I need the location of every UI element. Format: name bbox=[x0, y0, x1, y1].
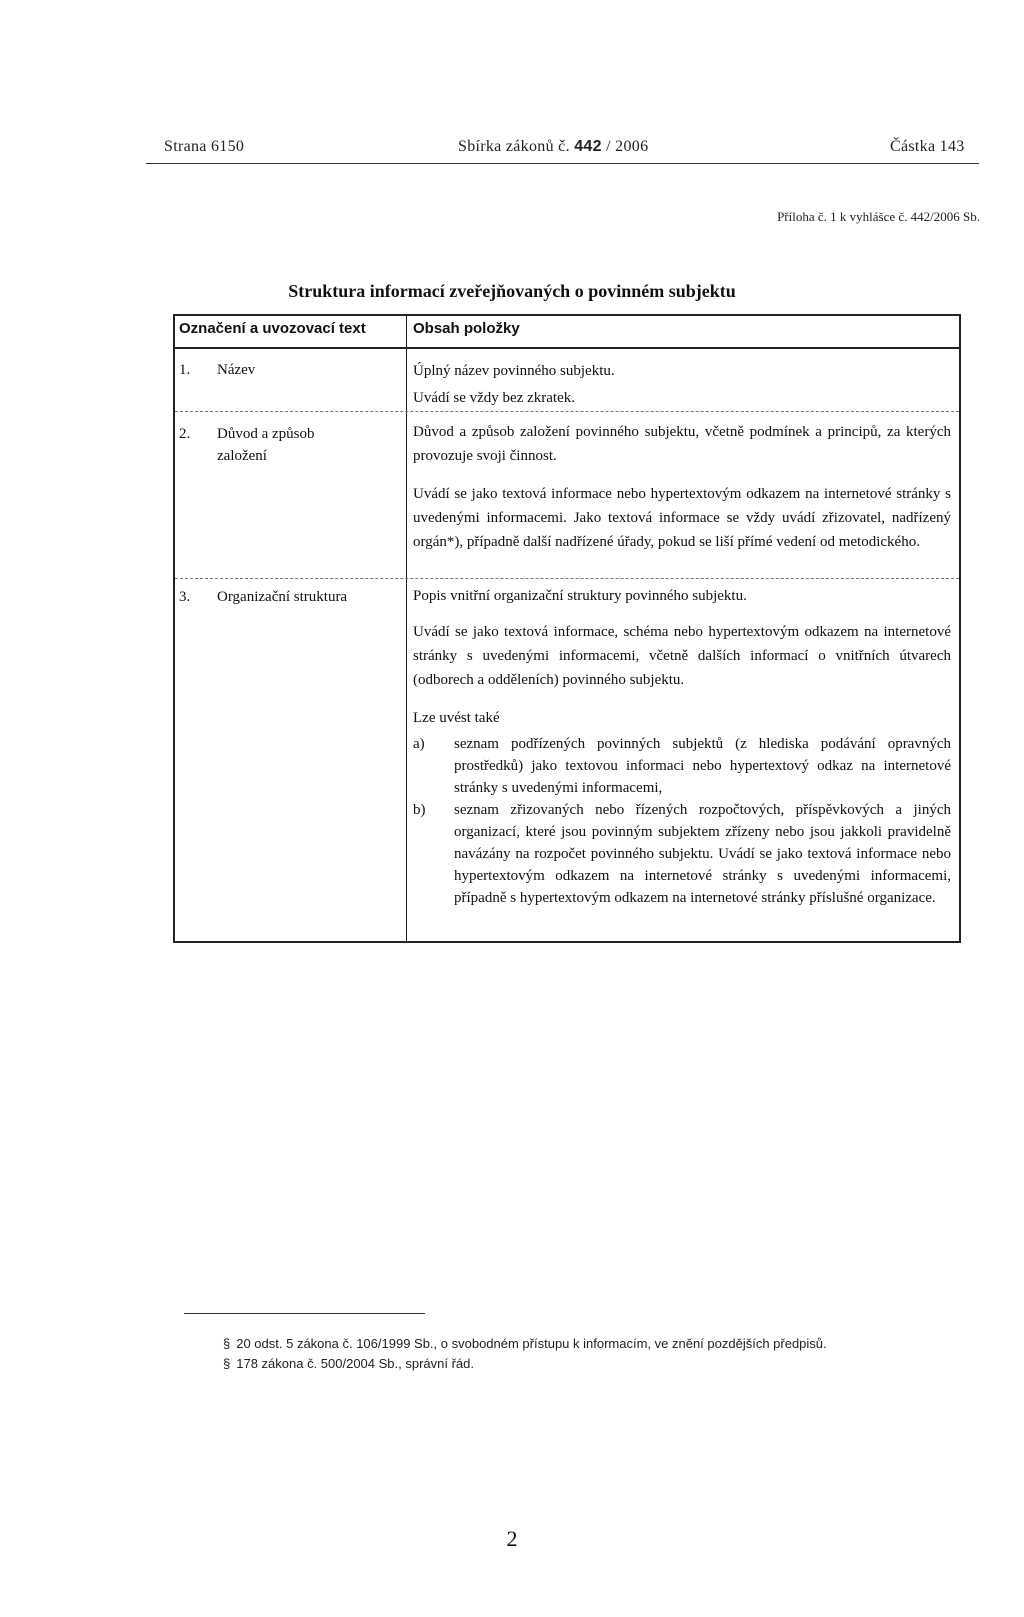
item-text: seznam podřízených povinných subjektů (z hlediska podávání opravných prostředků) jako textovou informaci nebo hypertextový odkaz na internetové stránky s uvedenými informacemi, bbox=[454, 736, 951, 796]
row-paragraph: Uvádí se jako textová informace nebo hypertextovým odkazem na internetové stránky s uvedenými informacemi. Jako textová informace se vždy uvádí zřizovatel, nadřízený orgán*), případně další nadřízené úřady, pokud se liší přímé vedení od metodického. bbox=[413, 486, 951, 550]
row-title: Důvod a způsob založení bbox=[217, 426, 315, 464]
header-page: Strana 6150 bbox=[164, 138, 245, 155]
header-part: Částka 143 bbox=[890, 138, 965, 155]
row-title: Název bbox=[217, 362, 256, 378]
header-collection-number: 442 bbox=[574, 138, 602, 155]
footnote-rule bbox=[184, 1313, 425, 1314]
header-collection-prefix: Sbírka zákonů č. bbox=[458, 138, 570, 155]
row-paragraph: Důvod a způsob založení povinného subjektu, včetně podmínek a principů, za kterých provozuje svoji činnost. bbox=[413, 424, 951, 464]
row-paragraph: Lze uvést také bbox=[413, 710, 500, 726]
footnote bbox=[223, 1356, 474, 1371]
item-marker: b) bbox=[413, 802, 426, 818]
row-paragraph: Uvádí se vždy bez zkratek. bbox=[413, 390, 576, 406]
row-separator bbox=[175, 411, 959, 412]
row-number: 3. bbox=[179, 589, 191, 605]
footnote-text: 178 zákona č. 500/2004 Sb., správní řád. bbox=[236, 1356, 475, 1371]
footnote bbox=[223, 1336, 827, 1351]
footnote-symbol: § bbox=[223, 1356, 231, 1371]
row-number: 1. bbox=[179, 362, 191, 378]
row-paragraph: Úplný název povinného subjektu. bbox=[413, 363, 615, 379]
footnote-symbol: § bbox=[223, 1336, 231, 1351]
document-title: Struktura informací zveřejňovaných o povinném subjektu bbox=[288, 281, 736, 301]
row-title: Organizační struktura bbox=[217, 589, 348, 605]
row-separator bbox=[175, 578, 959, 579]
page-number: 2 bbox=[506, 1526, 518, 1551]
row-paragraph: Popis vnitřní organizační struktury povinného subjektu. bbox=[413, 588, 747, 604]
header-collection-year: / 2006 bbox=[606, 138, 649, 155]
footnote-text: 20 odst. 5 zákona č. 106/1999 Sb., o svobodném přístupu k informacím, ve znění pozdějších předpisů. bbox=[236, 1336, 827, 1351]
annex-note: Příloha č. 1 k vyhlášce č. 442/2006 Sb. bbox=[777, 209, 980, 224]
column-header-label: Označení a uvozovací text bbox=[179, 320, 366, 337]
header-rule bbox=[146, 163, 979, 164]
item-text: seznam zřizovaných nebo řízených rozpočtových, příspěvkových a jiných organizací, které jsou povinným subjektem zřízeny nebo jsou jakkoli pravidelně navázány na rozpočet povinného subjektu. Uvádí se jako textová informace nebo hypertextovým odkazem na internetové stránky s uvedenými informacemi, případně s hypertextovým odkazem na internetové stránky příslušné organizace. bbox=[454, 802, 951, 906]
list-item bbox=[413, 799, 951, 909]
item-list bbox=[413, 733, 951, 909]
item-marker: a) bbox=[413, 736, 425, 752]
header-collection bbox=[458, 138, 648, 156]
header-separator bbox=[175, 347, 959, 349]
row-number: 2. bbox=[179, 426, 191, 442]
column-header-content: Obsah položky bbox=[413, 320, 520, 337]
structure-table bbox=[173, 314, 961, 943]
row-paragraph: Uvádí se jako textová informace, schéma nebo hypertextovým odkazem na internetové stránky s uvedenými informacemi, včetně dalších informací o vnitřních útvarech (odborech a odděleních) povinného subjektu. bbox=[413, 624, 951, 688]
list-item bbox=[413, 733, 951, 799]
column-separator bbox=[406, 316, 407, 941]
